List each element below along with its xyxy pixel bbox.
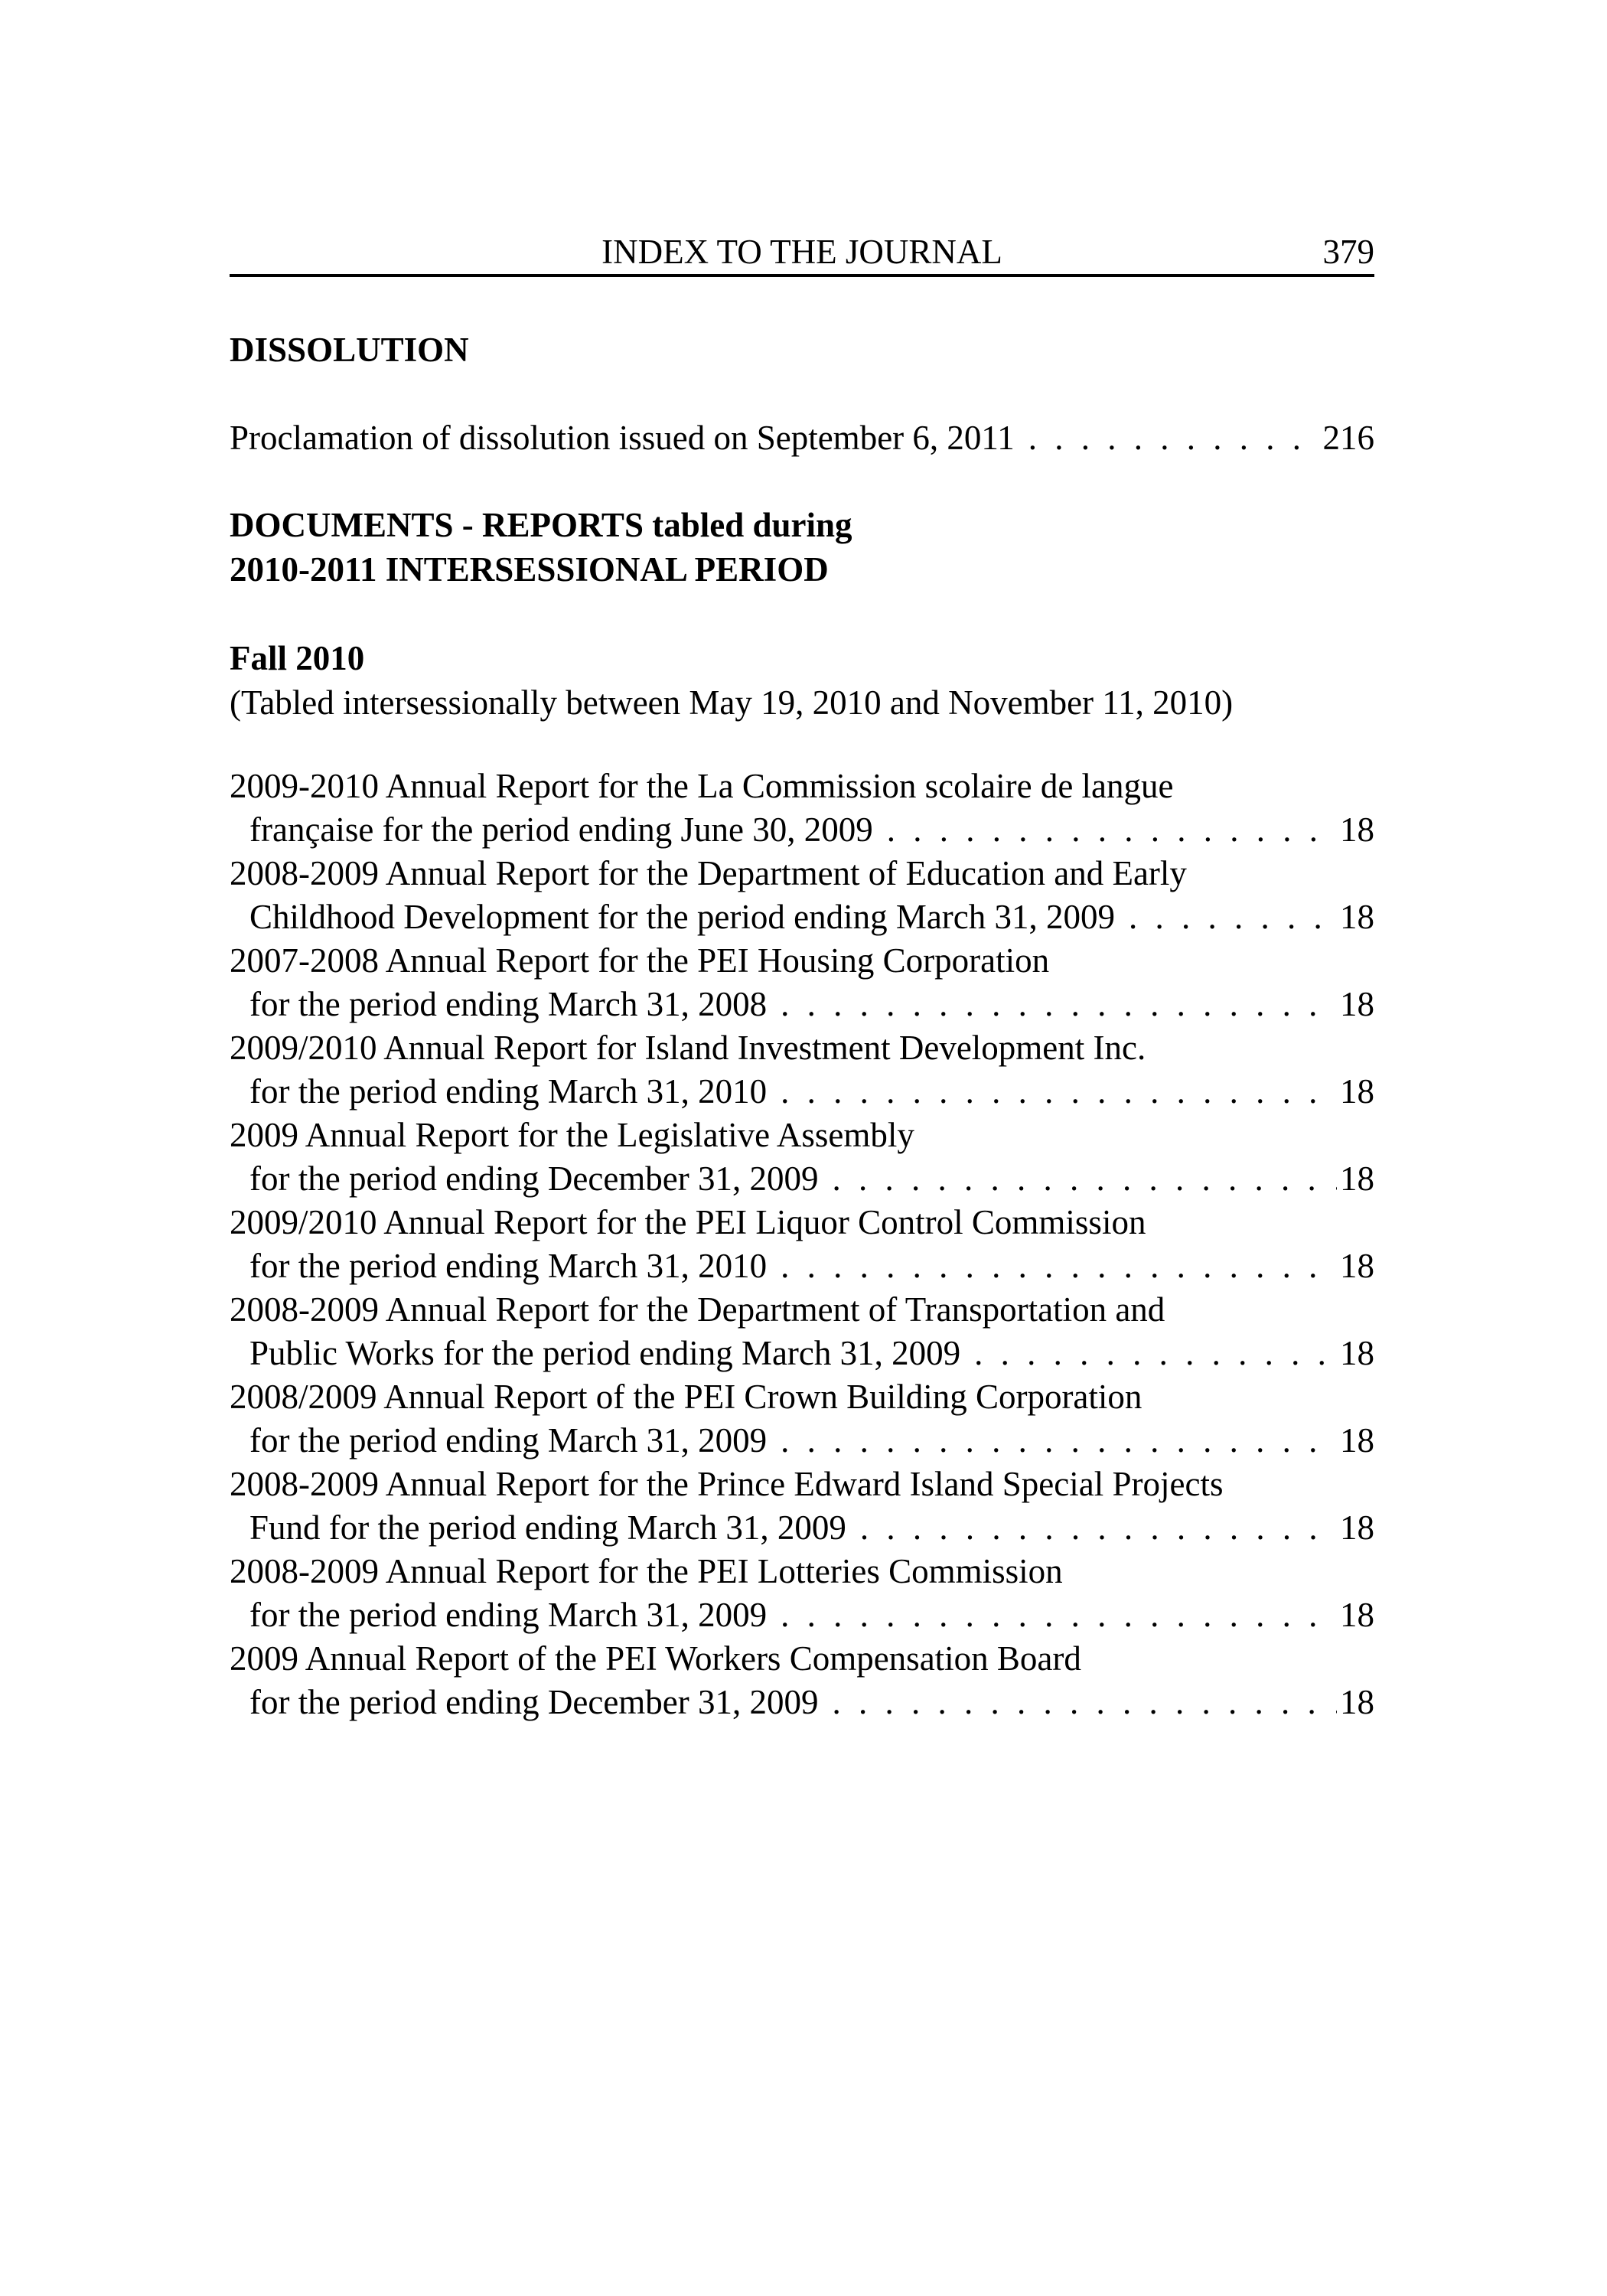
entry-title-line: 2009-2010 Annual Report for the La Commission scolaire de langue — [230, 767, 1174, 805]
entry-text: for the period ending March 31, 2008 — [249, 985, 768, 1023]
index-page — [230, 230, 1374, 1724]
dot-leader — [833, 1681, 1337, 1724]
entry-title-line: 2008-2009 Annual Report for the Prince Edward Island Special Projects — [230, 1465, 1224, 1503]
entry-title-line: 2009/2010 Annual Report for the PEI Liquor Control Commission — [230, 1203, 1146, 1241]
index-entry — [230, 1463, 1374, 1550]
documents-entry-list — [230, 765, 1374, 1724]
entry-continuation-line — [230, 808, 1374, 852]
entry-title-line: 2008-2009 Annual Report for the PEI Lotteries Commission — [230, 1552, 1063, 1590]
index-entry — [230, 1375, 1374, 1463]
index-entry — [230, 1026, 1374, 1114]
index-entry — [230, 852, 1374, 939]
entry-continuation-line — [230, 983, 1374, 1026]
dot-leader — [860, 1506, 1337, 1550]
running-header-title: INDEX TO THE JOURNAL — [601, 233, 1002, 271]
entry-text: Fund for the period ending March 31, 2009 — [249, 1508, 846, 1547]
entry-continuation-line — [230, 1070, 1374, 1114]
entry-page-ref: 18 — [1340, 1159, 1374, 1198]
entry-continuation-line — [230, 1332, 1374, 1375]
entry-text: française for the period ending June 30, 2009 — [249, 810, 873, 849]
dot-leader — [1028, 416, 1320, 460]
dot-leader — [781, 1419, 1337, 1463]
entry-page-ref: 18 — [1340, 1072, 1374, 1110]
entry-title-line: 2008-2009 Annual Report for the Department of Education and Early — [230, 854, 1187, 892]
entry-text: for the period ending December 31, 2009 — [249, 1683, 819, 1721]
section-heading-documents-line1: DOCUMENTS - REPORTS tabled during — [230, 506, 852, 544]
page-number: 379 — [1322, 233, 1374, 271]
subheading-fall-2010: Fall 2010 — [230, 639, 365, 677]
entry-title-line: 2007-2008 Annual Report for the PEI Housing Corporation — [230, 941, 1050, 980]
entry-continuation-line — [230, 1419, 1374, 1463]
entry-continuation-line — [230, 895, 1374, 939]
dot-leader — [887, 808, 1337, 852]
entry-page-ref: 18 — [1340, 898, 1374, 936]
entry-title-line: 2009 Annual Report for the Legislative Assembly — [230, 1116, 914, 1154]
entry-text: for the period ending March 31, 2010 — [249, 1247, 768, 1285]
entry-text: for the period ending March 31, 2009 — [249, 1596, 768, 1634]
index-entry — [230, 765, 1374, 852]
entry-text: Public Works for the period ending March 31, 2009 — [249, 1334, 961, 1372]
dot-leader — [833, 1157, 1337, 1201]
entry-page-ref: 18 — [1340, 810, 1374, 849]
section-heading-dissolution: DISSOLUTION — [230, 331, 469, 369]
entry-title-line: 2009 Annual Report of the PEI Workers Compensation Board — [230, 1639, 1081, 1678]
entry-page-ref: 18 — [1340, 1683, 1374, 1721]
entry-title-line: 2008/2009 Annual Report of the PEI Crown Building Corporation — [230, 1378, 1143, 1416]
dot-leader — [781, 983, 1337, 1026]
index-entry — [230, 1201, 1374, 1288]
index-entry-dissolution — [230, 416, 1374, 460]
index-entry — [230, 1288, 1374, 1375]
entry-continuation-line — [230, 1593, 1374, 1637]
entry-continuation-line — [230, 1506, 1374, 1550]
entry-page-ref: 18 — [1340, 1508, 1374, 1547]
entry-page-ref: 216 — [1322, 419, 1374, 457]
entry-text: for the period ending December 31, 2009 — [249, 1159, 819, 1198]
entry-page-ref: 18 — [1340, 1421, 1374, 1459]
dot-leader — [1129, 895, 1337, 939]
dot-leader — [781, 1070, 1337, 1114]
entry-page-ref: 18 — [1340, 1247, 1374, 1285]
index-entry — [230, 1114, 1374, 1201]
entry-title-line: 2008-2009 Annual Report for the Department of Transportation and — [230, 1290, 1165, 1329]
section-heading-documents-line2: 2010-2011 INTERSESSIONAL PERIOD — [230, 550, 829, 589]
dot-leader — [781, 1244, 1337, 1288]
entry-title-line: 2009/2010 Annual Report for Island Investment Development Inc. — [230, 1029, 1146, 1067]
entry-text: Proclamation of dissolution issued on September 6, 2011 — [230, 419, 1015, 457]
dot-leader — [974, 1332, 1337, 1375]
entry-page-ref: 18 — [1340, 1596, 1374, 1634]
index-entry — [230, 1550, 1374, 1637]
index-entry — [230, 1637, 1374, 1724]
entry-continuation-line — [230, 1157, 1374, 1201]
entry-text: Childhood Development for the period ending March 31, 2009 — [249, 898, 1116, 936]
dot-leader — [781, 1593, 1337, 1637]
tabling-note: (Tabled intersessionally between May 19, 2010 and November 11, 2010) — [230, 683, 1234, 722]
entry-text: for the period ending March 31, 2010 — [249, 1072, 768, 1110]
running-header — [230, 230, 1374, 277]
entry-page-ref: 18 — [1340, 1334, 1374, 1372]
index-entry — [230, 939, 1374, 1026]
entry-continuation-line — [230, 1681, 1374, 1724]
entry-page-ref: 18 — [1340, 985, 1374, 1023]
entry-text: for the period ending March 31, 2009 — [249, 1421, 768, 1459]
entry-continuation-line — [230, 1244, 1374, 1288]
